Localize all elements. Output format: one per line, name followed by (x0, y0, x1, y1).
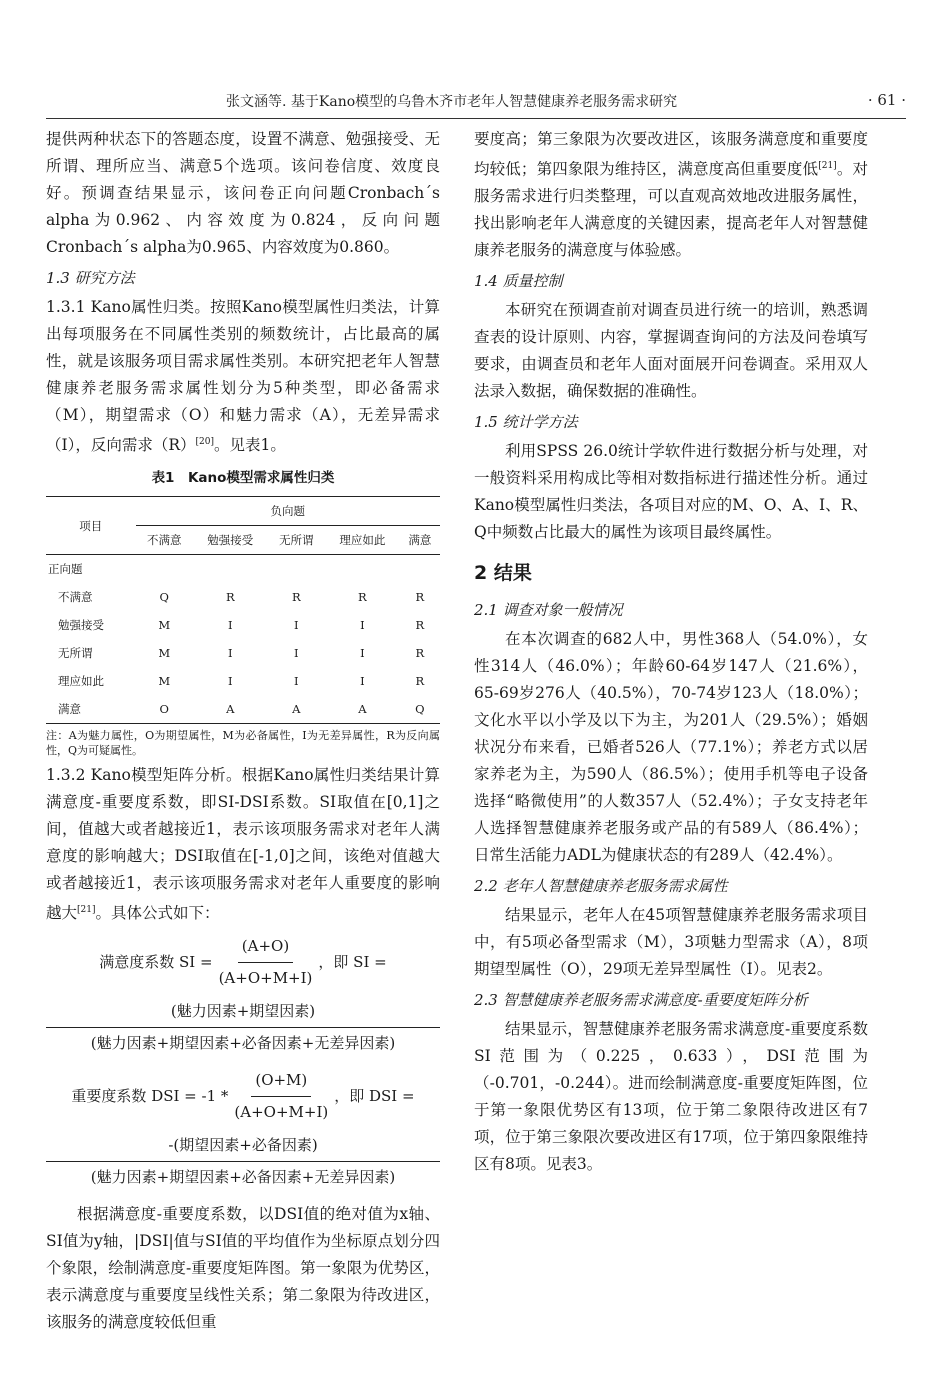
section-heading-1-5: 1.5 统计学方法 (474, 413, 578, 432)
page-number: · 61 · (867, 91, 906, 109)
paragraph-1-3-1: 1.3.1 Kano属性归类。按照Kano模型属性归类法，计算出每项服务在不同属性类别的频数统计，占比最高的属性，就是该服务项目需求属性类别。本研究把老年人智慧健康养老服务需求属性划分为5种类型，即必备需求（M），期望需求（O）和魅力需求（A），无差异需求（I），反向需求（R）[20]。见表1。 (46, 298, 440, 455)
left-column (46, 126, 440, 1336)
table-row: 理应如此 M I I I R (58, 674, 425, 689)
paragraph-matrix: 根据满意度-重要度系数，以DSI值的绝对值为x轴、SI值为y轴，|DSI|值与SI值的平均值作为坐标原点划分四个象限，绘制满意度-重要度矩阵图。第一象限为优势区，表示满意度与重要度呈线性关系；第二象限为待改进区，该服务的满意度较低但重 (46, 1205, 440, 1332)
paragraph-2-3: 结果显示，智慧健康养老服务需求满意度-重要度系数SI范围为（0.225，0.633），DSI范围为（-0.701，-0.244）。进而绘制满意度-重要度矩阵图，位于第一象限优势区有13项，位于第二象限待改进区有7项，位于第三象限次要改进区有17项，位于第四象限维持区有8项。见表3。 (474, 1020, 868, 1174)
running-title: 张文涵等. 基于Kano模型的乌鲁木齐市老年人智慧健康养老服务需求研究 (226, 94, 678, 110)
table-row: 无所谓 M I I I R (58, 646, 425, 661)
table-col-header: 无所谓 (279, 533, 314, 548)
table-1-caption: 表1 Kano模型需求属性归类 (151, 470, 335, 487)
paragraph-2-1: 在本次调查的682人中，男性368人（54.0%），女性314人（46.0%）；年龄60-64岁147人（21.6%），65-69岁276人（40.5%），70-74岁123人（18.0%）；文化水平以小学及以下为主，为201人（29.5%）；婚姻状况分布来看，已婚者526人（77.1%）；养老方式以居家养老为主，为590人（86.5%）；使用手机等电子设备选择“略微使用”的人数357人（52.4%）；子女支持老年人选择智慧健康养老服务或产品的有589人（86.4%）；日常生活能力ADL为健康状态的有289人（42.4%）。 (474, 630, 868, 865)
table-item-header: 项目 (46, 497, 136, 555)
paragraph-2-2: 结果显示，老年人在45项智慧健康养老服务需求项目中，有5项必备型需求（M），3项魅力型需求（A），8项期望型属性（O），29项无差异型属性（I）。见表2。 (474, 906, 868, 979)
table-row: 不满意 Q R R R R (58, 590, 425, 605)
section-heading-2-2: 2.2 老年人智慧健康养老服务需求属性 (474, 877, 728, 896)
formula-si: 满意度系数 SI = $\frac{(A+O)}{(A+O+M+I)}$ ，即 SI = (魅力因素+期望因素) (魅力因素+期望因素+必备因素+无差异因素) (46, 933, 440, 1057)
paragraph-questionnaire: 提供两种状态下的答题态度，设置不满意、勉强接受、无所谓、理所应当、满意5个选项。该问卷信度、效度良好。预调查结果显示，该问卷正向问题Cronbach´s alpha为0.962、内容效度为0.824，反向问题Cronbach´s alpha为0.965、内容效度为0.860。 (46, 130, 440, 256)
paragraph-1-5: 利用SPSS 26.0统计学软件进行数据分析与处理，对一般资料采用构成比等相对数指标进行描述性分析。通过Kano模型属性归类法，各项目对应的M、O、A、I、R、Q中频数占比最大的属性为该项目最终属性。 (474, 442, 868, 542)
table-col-header: 不满意 (147, 533, 182, 548)
section-heading-2-3: 2.3 智慧健康养老服务需求满意度-重要度矩阵分析 (474, 991, 808, 1010)
section-heading-1-3: 1.3 研究方法 (46, 269, 135, 287)
table-col-header: 满意 (408, 533, 432, 548)
table-note: 注：A为魅力属性，O为期望属性，M为必备属性，I为无差异属性，R为反向属性，Q为可疑属性。 (46, 729, 440, 758)
formula-dsi: 重要度系数 DSI = -1 * $\frac{(O+M)}{(A+O+M+I)}$ ，即 DSI = -(期望因素+必备因素) (魅力因素+期望因素+必备因素+无差异因素) (46, 1067, 440, 1191)
paragraph-1-4: 本研究在预调查前对调查员进行统一的培训，熟悉调查表的设计原则、内容，掌握调查询问的方法及问卷填写要求，由调查员和老年人面对面展开问卷调查。采用双人法录入数据，确保数据的准确性。 (474, 301, 868, 401)
section-heading-2: 2 结果 (474, 562, 532, 585)
right-column (474, 126, 868, 1178)
section-heading-1-4: 1.4 质量控制 (474, 272, 563, 291)
header-divider (46, 118, 906, 119)
section-heading-2-1: 2.1 调查对象一般情况 (474, 601, 623, 620)
table-neg-header: 负向题 (136, 497, 440, 526)
table-col-header: 勉强接受 (207, 533, 254, 548)
kano-table (46, 496, 440, 724)
table-row: 勉强接受 M I I I R (58, 618, 425, 633)
table-col-header: 理应如此 (339, 533, 386, 548)
table-row: 满意 O A A A Q (46, 695, 440, 724)
table-pos-group: 正向题 (48, 562, 83, 577)
paragraph-quadrants: 要度高；第三象限为次要改进区，该服务满意度和重要度均较低；第四象限为维持区，满意度高但重要度低[21]。对服务需求进行归类整理，可以直观高效地改进服务属性，找出影响老年人满意度的关键因素，提高老年人对智慧健康养老服务的满意度与体验感。 (474, 130, 868, 260)
paragraph-1-3-2: 1.3.2 Kano模型矩阵分析。根据Kano属性归类结果计算满意度-重要度系数，即SI-DSI系数。SI取值在[0,1]之间，值越大或者越接近1，表示该项服务需求对老年人满意度的影响越大；DSI取值在[-1,0]之间，该绝对值越大或者越接近1，表示该项服务需求对老年人重要度的影响越大[21]。具体公式如下： (46, 766, 440, 923)
